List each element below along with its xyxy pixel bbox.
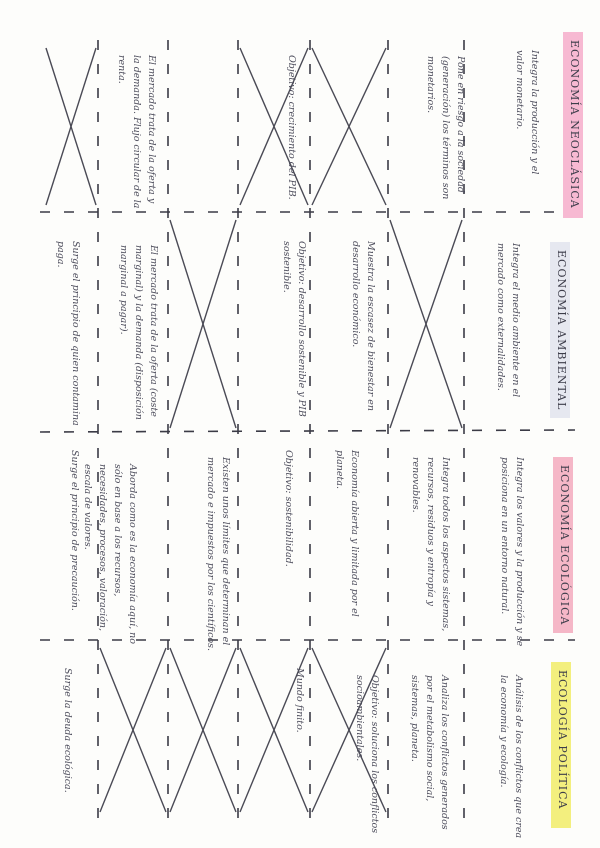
header-neoclasica: ECONOMÍA NEOCLÁSICA — [563, 32, 583, 218]
note-pol-mundo: Mundo finito. — [294, 668, 305, 733]
note-amb-objetivo: Objetivo: desarrollo sostenible y PIB sostenible. — [281, 241, 307, 417]
note-eco-valoracion: Aborda como es la economía aquí, no sólo en base a los recursos, necesidades, procesos, valoración, escala de valores. — [82, 464, 138, 645]
note-neo-valor: Integra la producción y el valor monetario. — [514, 50, 540, 175]
note-pol-surge: Surge la deuda ecológica. — [62, 668, 73, 793]
header-ambiental: ECONOMÍA AMBIENTAL — [550, 242, 570, 418]
empty-cell-cross — [170, 648, 236, 812]
note-eco-sistema: Integra todos los aspectos sistemas, recursos, residuos y entropía y renovables. — [410, 457, 451, 632]
note-pol-objetivo: Objetivo: soluciona los conflictos socioambientales. — [354, 675, 380, 834]
note-amb-escasez: Muestra la escasez de bienestar en desarrollo económico. — [350, 241, 376, 411]
note-eco-objetivo: Objetivo: sostenibilidad. — [283, 450, 294, 567]
note-amb-mercado: El mercado trata de la oferta (coste marginal) y la demanda (disposición marginal a pagar). — [118, 245, 159, 420]
empty-cell-cross — [46, 48, 96, 205]
empty-cell-cross — [390, 220, 462, 428]
note-eco-valores: Integra los valores y la producción y se posiciona en un entorno natural. — [499, 457, 525, 647]
note-eco-finito: Economía abierta y limitada por el planeta. — [334, 450, 360, 617]
note-pol-conflictos: Analiza los conflictos generados por el metabolismo social, sistemas, planeta. — [409, 675, 450, 830]
note-eco-surge: Surge el principio de precaución. — [69, 450, 80, 611]
note-neo-recursos: Pone en riesgo a la sociedad (generación) los términos son monetarios. — [425, 56, 466, 200]
header-ecologica: ECONOMÍA ECOLÓGICA — [553, 457, 573, 633]
note-pol-analisis: Análisis de los conflictos que crea la economía y ecología. — [498, 675, 524, 839]
note-eco-limites: Existen unos límites que determinan el mercado e impuestos por los científicos. — [205, 457, 231, 652]
note-neo-objetivo: Objetivo: crecimiento del PIB. — [286, 55, 297, 200]
empty-cell-cross — [170, 220, 236, 428]
empty-cell-cross — [312, 48, 386, 205]
empty-cell-cross — [100, 648, 166, 812]
note-amb-medio: Integra el medio ambiente en el mercado como externalidades. — [495, 243, 521, 398]
note-amb-surge: Surge el principio de quien contamina paga. — [55, 241, 81, 426]
note-neo-mercado: El mercado trata de la oferta y la demanda. Flujo circular de la renta. — [116, 55, 157, 209]
header-politica: ECOLOGÍA POLÍTICA — [551, 662, 571, 828]
